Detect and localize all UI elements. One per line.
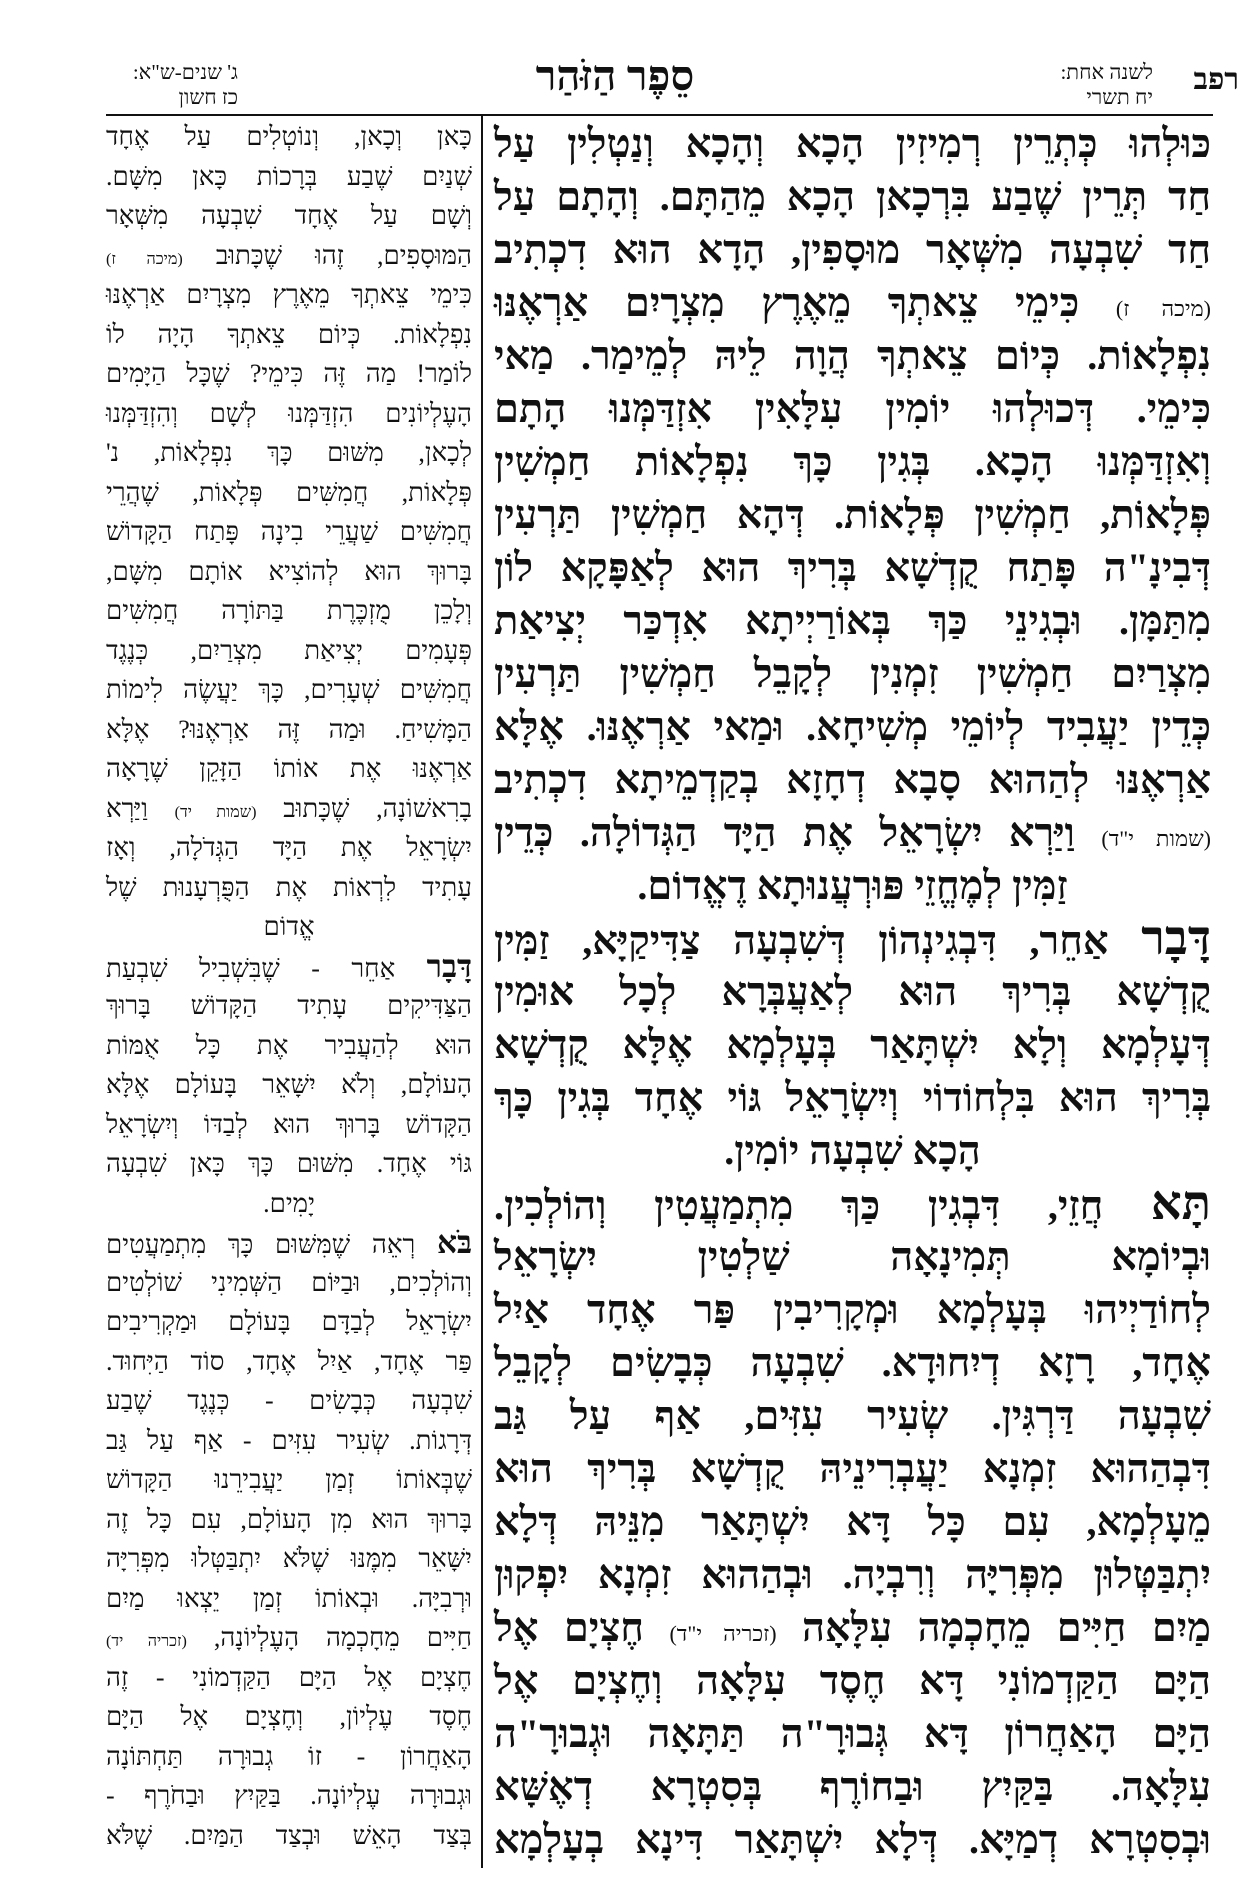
line-text: יִשְׂרָאֵל אֶת הַיָּד הַגְּדֹלָה, וְאָז	[106, 833, 472, 862]
line-text: אֱדוֹם	[263, 912, 315, 941]
zohar-line	[494, 1654, 1211, 1707]
line-text: הָאַחֲרוֹן - זוֹ גְבוּרָה תַּחְתּוֹנָה	[106, 1741, 472, 1771]
translation-line	[106, 117, 472, 157]
translation-line	[106, 1421, 472, 1461]
zohar-line	[494, 1071, 1211, 1124]
line-text: כִּימֵי צֵאתְךָ מֵאֶרֶץ מִצְרָיִם אַרְאֶנּוּ	[494, 280, 1116, 325]
translation-line	[106, 868, 472, 908]
translation-line	[106, 1381, 472, 1421]
one-year-schedule-label: לשנה אחת:	[1060, 60, 1153, 84]
zohar-line	[494, 753, 1211, 806]
line-text: אַחֵר - שֶׁבִּשְׁבִיל שִׁבְעַת	[106, 953, 427, 983]
line-text: כִּימֵי צֵאתְךָ מֵאֶרֶץ מִצְרָיִם אַרְאֶנּוּ	[106, 280, 472, 309]
line-text: דְּרָגוֹת. שְׂעִיר עִזִּים - אַף עַל גַּב	[106, 1425, 472, 1455]
page-number: רפב	[1193, 63, 1239, 96]
zohar-line	[494, 1707, 1211, 1760]
zohar-line	[494, 1336, 1211, 1389]
zohar-line	[494, 1442, 1211, 1495]
translation-line	[106, 1737, 472, 1777]
line-text: וּבְיוֹמָא תְּמִינָאָה שַׁלְטִין יִשְׂרָאֵל	[494, 1234, 1211, 1279]
translation-line	[106, 1342, 472, 1382]
translation-line	[106, 1223, 472, 1263]
line-text: וַיַּרְא	[106, 793, 175, 823]
line-text: יִשָּׁאֵר מִמֶּנּוּ שֶׁלֹּא יִתְבַּטְּלוּ מִפְּרִיָּה	[106, 1544, 472, 1573]
zohar-line	[494, 541, 1211, 594]
translation-line	[106, 394, 472, 434]
zohar-line	[494, 912, 1211, 965]
line-text: בָּרוּךְ הוּא לְהוֹצִיא אוֹתָם מִשָּׁם,	[106, 556, 472, 586]
zohar-line	[494, 1548, 1211, 1601]
line-text: חַד תְּרֵין שֶׁבַע בִּרְכָאן הָכָא מֵהַתָּם. וְהָתָם עַל	[494, 174, 1211, 219]
translation-line	[106, 1263, 472, 1303]
zohar-line	[494, 594, 1211, 647]
line-text: חֶסֶד עֶלְיוֹן, וְחֶצְיָם אֶל הַיָּם	[106, 1702, 472, 1731]
line-text: בְּצַד הָאֵשׁ וּבְצַד הַמַּיִם. שֶׁלֹּא	[106, 1820, 472, 1850]
zohar-line	[494, 435, 1211, 488]
column-divider	[481, 116, 483, 1868]
line-text: דְּבִינָ"ה פָּתַח קֻדְשָׁא בְּרִיךְ הוּא לְאַפָּקָא לוֹן	[494, 545, 1211, 590]
line-text: אַחֵר, דִּבְגִינְהוֹן דְּשִׁבְעָה צַדִּיקַיָּא, זַמִּין	[494, 918, 1142, 963]
line-text: הַיָּם הָאַחֲרוֹן דָּא גְּבוּרָ"ה תַּתָּאָה וּגְבוּרָ"ה	[494, 1711, 1211, 1756]
zohar-line	[494, 1283, 1211, 1336]
line-text: מִצְרַיִם חַמְשִׁין זִמְנִין לְקָבֵל חַמְשִׁין תַּרְעִין	[494, 651, 1211, 696]
zohar-line	[494, 700, 1211, 753]
zohar-line	[494, 859, 1211, 912]
zohar-line	[494, 329, 1211, 382]
line-text: נִפְלָאוֹת. כְּיוֹם צֵאתְךָ הָיָה לוֹ	[106, 319, 472, 349]
line-text: בְּרִיךְ הוּא בִּלְחוֹדוֹי וְיִשְׂרָאֵל גּוֹי אֶחָד בְּגִין כָּךְ	[494, 1075, 1211, 1120]
line-text: וּגְבוּרָה עֶלְיוֹנָה. בַּקַּיִץ וּבַחֹרֶף -	[106, 1781, 472, 1810]
verse-reference: (שמות יד)	[174, 803, 257, 821]
line-text: הָעֶלְיוֹנִים הִזְדַּמְּנוּ לְשָׁם וְהִזְדַּמְּנוּ	[106, 398, 472, 428]
verse-reference: (זכריה י"ד)	[669, 1621, 777, 1646]
one-year-schedule-date: יח תשרי	[1086, 85, 1153, 109]
line-text: חֲמִשִּׁים שְׁעָרִים, כָּךְ יַעֲשֶׂה לִימוֹת	[106, 675, 472, 704]
translation-line	[106, 749, 472, 789]
line-text: מֵעָלְמָא, עִם כָּל דָּא יִשְׁתָּאַר מִנֵּיהּ דְּלָא	[494, 1499, 1211, 1544]
translation-line	[106, 670, 472, 710]
line-text: רְאֵה שֶׁמִּשּׁוּם כָּךְ מִתְמַעֲטִים	[106, 1230, 437, 1259]
translation-line	[106, 157, 472, 197]
translation-line	[106, 631, 472, 671]
translation-line	[106, 789, 472, 829]
line-text: וּבְסִטְרָא דְמַיָּא. דְּלָא יִשְׁתָּאַר דִּינָא בְעָלְמָא	[494, 1817, 1211, 1862]
line-text: חֶצְיָם אֶל	[494, 1605, 670, 1650]
zohar-line	[494, 1389, 1211, 1442]
zohar-line	[494, 1760, 1211, 1813]
translation-line	[106, 710, 472, 750]
three-year-schedule-date: כז חשון	[178, 85, 238, 109]
translation-line	[106, 473, 472, 513]
translation-line	[106, 315, 472, 355]
line-text: הָעוֹלָם, וְלֹא יִשָּׁאֵר בָּעוֹלָם אֶלָּא	[106, 1070, 472, 1099]
line-text: פְּעָמִים יְצִיאַת מִצְרַיִם, כְּנֶגֶד	[106, 635, 472, 665]
line-text: חַיִּים מֵחָכְמָה הָעֶלְיוֹנָה,	[186, 1623, 472, 1652]
line-text: שִׁבְעָה דַּרְגִּין. שְׂעִיר עִזִּים, אַף עַל גַּב	[494, 1393, 1211, 1438]
translation-line	[106, 1500, 472, 1540]
line-text: כָּאן וְכָאן, וְנוֹטְלִים עַל אֶחָד	[106, 122, 472, 151]
line-text: זַמִּין לְמֶחֱזֵי פּוּרְעֲנוּתָא דֶאֱדוֹם.	[637, 863, 1068, 908]
line-text: שֶׁבְּאוֹתוֹ זְמַן יַעֲבִירֵנוּ הַקָּדוֹשׁ	[106, 1465, 472, 1494]
three-year-schedule-label: ג' שנים-ש"א:	[132, 60, 238, 84]
line-text: שִׁבְעָה כְּבָשִׂים - כְּנֶגֶד שֶׁבַע	[106, 1386, 472, 1415]
line-text: אֶחָד, רָזָא דְיִחוּדָא. שִׁבְעָה כְּבָשִׂים לְקָבֵל	[494, 1340, 1211, 1385]
line-text: וְשָׁם עַל אֶחָד שִׁבְעָה מִשְּׁאָר	[106, 201, 472, 230]
line-text: לְחוֹדַיְיהוּ בְּעָלְמָא וּמְקָרִיבִין פַּר אֶחָד אַיִל	[494, 1287, 1211, 1332]
header-rule	[106, 114, 1213, 116]
translation-line	[106, 1302, 472, 1342]
line-text: וְלָכֵן מֻזְכֶּרֶת בַּתּוֹרָה חֲמִשִּׁים	[106, 596, 472, 625]
line-text: גּוֹי אֶחָד. מִשּׁוּם כָּךְ כָּאן שִׁבְעָה	[106, 1149, 472, 1178]
book-title: סֵפֶר הַזֹּהַר	[535, 54, 695, 100]
line-text: כִּימֵי. דְּכוּלְהוּ יוֹמִין עִלָּאִין אִזְדַּמְּנוּ הָתָם	[494, 386, 1211, 431]
opening-word: דָּבָר	[1141, 912, 1211, 965]
verse-reference: (מיכה ז)	[106, 250, 183, 268]
translation-line	[106, 591, 472, 631]
translation-line	[106, 1697, 472, 1737]
translation-line	[106, 1105, 472, 1145]
translation-line	[106, 1460, 472, 1500]
line-text: הַיָּם הַקַּדְמוֹנִי דָּא חֶסֶד עִלָּאָה וְחֶצְיָם אֶל	[494, 1658, 1211, 1703]
verse-reference: (שמות י"ד)	[1101, 826, 1212, 851]
line-text: חֲמִשִּׁים שַׁעֲרֵי בִינָה פָּתַח הַקָּדוֹשׁ	[106, 517, 472, 546]
line-text: עָתִיד לִרְאוֹת אֶת הַפֻּרְעָנוּת שֶׁל	[106, 872, 472, 902]
line-text: חֶצְיָם אֶל הַיָּם הַקַּדְמוֹנִי - זֶה	[106, 1662, 472, 1692]
line-text: לְכָאן, מִשּׁוּם כָּךְ נִפְלָאוֹת, נ'	[106, 438, 472, 467]
translation-line	[106, 986, 472, 1026]
zohar-line	[494, 1177, 1211, 1230]
three-year-schedule	[108, 60, 238, 110]
line-text: חֲזֵי, דִּבְגִין כַּךְ מִתְמַעֲטִין וְהוֹלְכִין.	[494, 1183, 1151, 1228]
line-text: לוֹמַר! מַה זֶּה כִּימֵי? שֶׁכָּל הַיָּמִים	[106, 359, 472, 388]
opening-word: בֹּא	[436, 1225, 472, 1260]
translation-line	[106, 1026, 472, 1066]
line-text: הָכָא שִׁבְעָה יוֹמִין.	[724, 1128, 981, 1173]
hebrew-translation-column	[106, 117, 472, 1855]
zohar-line	[494, 488, 1211, 541]
line-text: פַּר אֶחָד, אַיִל אֶחָד, סוֹד הַיִּחוּד.	[106, 1346, 472, 1376]
zohar-line	[494, 1813, 1211, 1866]
translation-line	[106, 354, 472, 394]
translation-line	[106, 236, 472, 276]
line-text: וְאִזְדַּמְּנוּ הָכָא. בְּגִין כָּךְ נִפְלָאוֹת חַמְשִׁין	[494, 439, 1211, 484]
zohar-line	[494, 806, 1211, 859]
line-text: דְּעָלְמָא וְלָא יִשְׁתָּאַר בְּעָלְמָא אֶלָּא קֻדְשָׁא	[494, 1022, 1211, 1067]
line-text: כּוּלְהוּ כְּתְרֵין רְמִיזִין הָכָא וְהָכָא וְנַטְלִין עַל	[494, 121, 1211, 166]
zohar-line	[494, 170, 1211, 223]
translation-line	[106, 947, 472, 987]
line-text: עִלָּאָה. בַּקַּיִץ וּבַחוֹרֶף בְּסִטְרָא דְאֶשָּׁא	[494, 1764, 1211, 1809]
zohar-line	[494, 647, 1211, 700]
translation-line	[106, 1618, 472, 1658]
opening-word: דָּבָר	[426, 948, 472, 984]
zohar-line	[494, 1495, 1211, 1548]
opening-word: תָּא	[1150, 1177, 1211, 1230]
zohar-line	[494, 223, 1211, 276]
line-text: הַמּוּסָפִים, זֶהוּ שֶׁכָּתוּב	[182, 240, 472, 270]
one-year-schedule	[1060, 60, 1153, 110]
line-text: בָּרוּךְ הוּא מִן הָעוֹלָם, עִם כָּל זֶה	[106, 1504, 472, 1534]
line-text: מִתַּמָּן. וּבְגִינֵי כַּךְ בְּאוֹרַיְיתָא אִדְכַּר יְצִיאַת	[494, 598, 1211, 643]
line-text: בָרִאשׁוֹנָה, שֶׁכָּתוּב	[256, 793, 473, 823]
translation-line	[106, 433, 472, 473]
line-text: הַקָּדוֹשׁ בָּרוּךְ הוּא לְבַדּוֹ וְיִשְׂרָאֵל	[106, 1109, 472, 1139]
zohar-line	[494, 965, 1211, 1018]
zohar-line	[494, 1601, 1211, 1654]
line-text: נִפְלָאוֹת. כְּיוֹם צֵאתְךָ הֲוָה לֵיהּ לְמֵימַר. מַאי	[494, 333, 1211, 378]
line-text: יִתְבַּטְּלוּן מִפְּרִיָּה וְרִבְיָה. וּבְהַהוּא זִמְנָא יִפְקוּן	[494, 1552, 1211, 1597]
line-text: קֻדְשָׁא בְּרִיךְ הוּא לְאַעֲבְּרָא לְכָל אוּמִין	[494, 969, 1211, 1014]
zohar-line	[494, 1124, 1211, 1177]
translation-line	[106, 1658, 472, 1698]
zohar-line	[494, 382, 1211, 435]
line-text: דִּבְהַהוּא זִמְנָא יַעֲבְרִינֵיהּ קֻדְשָׁא בְּרִיךְ הוּא	[494, 1446, 1211, 1491]
translation-line	[106, 552, 472, 592]
verse-reference: (מיכה ז)	[1115, 296, 1211, 321]
line-text: הַצַּדִּיקִים עָתִיד הַקָּדוֹשׁ בָּרוּךְ	[106, 991, 472, 1020]
line-text: כְּדֵין יַעֲבִיד לְיוֹמֵי מְשִׁיחָא. וּמַאי אַרְאֶנּוּ. אֶלָּא	[494, 704, 1211, 749]
zohar-aramaic-column	[494, 117, 1211, 1866]
translation-line	[106, 196, 472, 236]
translation-line	[106, 275, 472, 315]
line-text: אַרְאֶנּוּ אֶת אוֹתוֹ הַזָּקֵן שֶׁרָאָה	[106, 754, 472, 783]
verse-reference: (זכריה יד)	[106, 1633, 187, 1650]
translation-line	[106, 1539, 472, 1579]
translation-line	[106, 1065, 472, 1105]
translation-line	[106, 512, 472, 552]
translation-line	[106, 828, 472, 868]
line-text: שְׁנַיִם שֶׁבַע בְּרָכוֹת כָּאן מִשָּׁם.	[106, 161, 472, 191]
translation-line	[106, 1579, 472, 1619]
line-text: יָמִים.	[263, 1188, 315, 1218]
line-text: וְהוֹלְכִים, וּבַיּוֹם הַשְּׁמִינִי שׁוֹלְטִים	[106, 1267, 472, 1297]
line-text: פְּלָאוֹת, חֲמִשִּׁים פְּלָאוֹת, שֶׁהֲרֵי	[106, 477, 472, 507]
line-text: יִשְׂרָאֵל לְבַדָּם בָּעוֹלָם וּמַקְרִיבִים	[106, 1307, 472, 1336]
line-text: מַיִם חַיִּים מֵחָכְמָה עִלָּאָה	[776, 1605, 1211, 1650]
translation-line	[106, 907, 472, 947]
line-text: וּרְבִיָּה. וּבְאוֹתוֹ זְמַן יֵצְאוּ מַיִם	[106, 1583, 472, 1613]
line-text: וַיַּרְא יִשְׂרָאֵל אֶת הַיָּד הַגְּדוֹלָה. כְּדֵין	[494, 810, 1102, 855]
translation-line	[106, 1816, 472, 1856]
line-text: הַמָּשִׁיחַ. וּמַה זֶּה אַרְאֶנּוּ? אֶלָּא	[106, 714, 472, 744]
line-text: פְּלָאוֹת, חַמְשִׁין פְּלָאוֹת. דְּהָא חַמְשִׁין תַּרְעִין	[494, 492, 1211, 537]
line-text: חַד שִׁבְעָה מִשְּׁאָר מוּסָפִין, הָדָא הוּא דִכְתִיב	[494, 227, 1211, 272]
translation-line	[106, 1776, 472, 1816]
zohar-line	[494, 276, 1211, 329]
zohar-line	[494, 1018, 1211, 1071]
translation-line	[106, 1184, 472, 1224]
line-text: אַרְאֶנּוּ לְהַהוּא סָבָא דְחָזָא בְקַדְמֵיתָא דִכְתִיב	[494, 757, 1211, 802]
translation-line	[106, 1144, 472, 1184]
zohar-line	[494, 117, 1211, 170]
zohar-line	[494, 1230, 1211, 1283]
line-text: הוּא לְהַעֲבִיר אֶת כָּל אֻמּוֹת	[106, 1030, 472, 1060]
